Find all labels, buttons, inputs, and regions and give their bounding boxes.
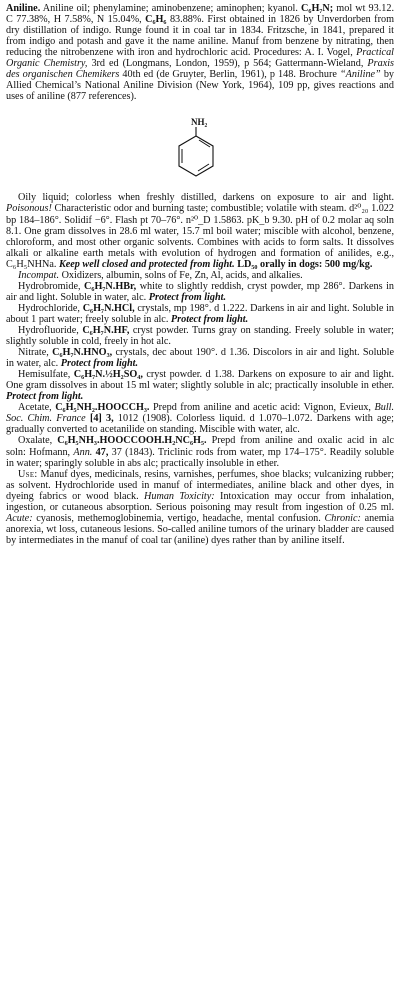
intro-composition: mol wt 93.12. C 77.38%, H 7.58%, N 15.04%, [6,3,395,26]
chronic-label: Chronic: [324,512,361,524]
intro-synonyms: Aniline oil; phenylamine; aminobenzene; aminophen; kyanol. [42,3,298,14]
hydrobromide-name: Hydrobromide, [18,280,81,292]
incompat-label: Incompat. [18,269,60,281]
use-text: Manuf dyes, medicinals, resins, varnishes, perfumes, shoe blacks; vulcanizing rubber; as solvent. Hydrochloride used in manuf of intermediates, aniline black and other dyes, in dyeing fabrics or wood black. [6,468,395,502]
oxalate-formula: C₆H₅NH₃.HOOCCOOH.H₂NC₆H₅. [57,435,207,447]
intro-vogel-details: 3rd ed (Longmans, London, 1959), p 564; Gattermann-Wieland, [91,58,364,70]
hemisulfate-desc: cryst powder. d 1.38. Darkens on exposure to air and light. One gram dissolves in about 15 ml water; slightly soluble in alc; practically insoluble in ether. [6,369,394,392]
hemisulfate-entry [6,369,394,402]
nitrate-name: Nitrate, [18,347,49,359]
nitrate-desc: crystals, dec about 190°. d 1.36. Discolors in air and light. Soluble in water, alc. [6,347,394,370]
ref-brochure: “Aniline” [339,69,381,81]
hydrofluoride-desc: cryst powder. Turns gray on standing. Freely soluble in water; slightly soluble in cold, freely in hot alc. [6,324,395,348]
hydrobromide-protect: Protect from light. [148,291,227,303]
incompatibilities [6,270,394,281]
hydrobromide-formula: C₆H₇N.HBr, [84,280,137,292]
ref-gattermann: Praxis des organischen Chemikers [6,58,395,81]
properties-text-2: Characteristic odor and burning taste; combustible; volatile with steam. d²⁰₂₀ 1.022 bp 184–186°. Solidif −6°. Flash pt 70–76°. n²⁰_D 1.5863. pK_b 9.30. pH of 0.2 molar aq soln 8.1. One gram dissolves in 28.6 ml water, 15.7 ml boil water; miscible with alcohol, benzene, chloroform, and most other organic solvents. Combines with acids to form salts. It dissolves alkali or alkaline earth metals with evolution of hydrogen and formation of anilides, e.g., C₆H₅NHNa. [6,203,394,270]
acute-text: cyanosis, methemoglobinemia, vertigo, headache, mental confusion. [36,512,321,524]
oxalate-journal: Ann. [73,446,93,458]
acute-label: Acute: [6,512,33,524]
hydrobromide-entry [6,281,394,303]
acetate-formula: C₆H₅NH₂.HOOCCH₃. [55,402,150,414]
oxalate-entry [6,435,394,468]
nitrate-formula: C₆H₇N.HNO₃, [52,347,113,359]
hydrochloride-desc: crystals, mp 198°. d 1.222. Darkens in air and light. Soluble in about 1 part water; freely soluble in alc. [6,302,394,325]
hydrofluoride-formula: C₆H₇N.HF, [82,324,130,336]
ring-hexagon [179,136,213,176]
ld50-value: LD₅₀ orally in dogs: 500 mg/kg. [237,258,373,270]
entry-title: Aniline. [6,3,41,14]
intro-brochure-details: by Allied Chemical’s National Aniline Division (New York, 1964), 109 pp, gives reactions and uses of aniline (877 references). [6,69,395,103]
oxalate-name: Oxalate, [18,435,53,447]
use-label: Use: [18,468,38,480]
hydrochloride-protect: Protect from light. [170,313,249,325]
poisonous-warning: Poisonous! [6,203,52,215]
hemisulfate-protect: Protect from light. [6,391,84,403]
acetate-volume: [4] 3, [89,413,114,425]
acetate-name: Acetate, [18,402,52,414]
intro-gattermann-details: 40th ed (de Gruyter, Berlin, 1961), p 148. Brochure [122,69,337,81]
hemisulfate-formula: C₆H₇N.½H₂SO₄, [73,369,143,381]
chronic-text: anemia anorexia, wt loss, cutaneous lesions. So-called aniline tumors of the urinary bladder are caused by intermediates in the manuf of coal tar (aniline) dyes rather than by aniline itself. [6,512,395,546]
intro-history: 83.88%. First obtained in 1826 by Unverdorben from dry distillation of indigo. Runge found it in coal tar in 1834. Fritzsche, in 1841, prepared it from indigo and potash and gave it the name aniline. Manuf from benzene by nitrating, then reducing the nitrobenzene with iron and hydrochloric acid. Procedures: A. I. Vogel, [6,14,394,59]
ref-vogel: Practical Organic Chemistry, [6,47,395,70]
benzene-ring-structure [158,116,238,178]
hemisulfate-name: Hemisulfate, [18,369,71,381]
storage-warning: Keep well closed and protected from light. [58,258,235,270]
nitrate-protect: Protect from light. [60,358,139,370]
hydrobromide-desc: white to slightly reddish, cryst powder, mp 286°. Darkens in air and light. Soluble in water, alc. [6,280,395,303]
incompat-text: Oxidizers, albumin, solns of Fe, Zn, Al, acids, and alkalies. [61,269,303,281]
toxicity-text: Intoxication may occur from inhalation, ingestion, or cutaneous absorption. Serious poisoning may result from ingestion of 0.25 ml. [6,490,394,513]
entry-intro [6,3,394,102]
acetate-desc-2: 1012 (1908). Colorless liquid. d 1.070–1.072. Darkens with age; gradually converted to acetanilide on standing. Miscible with water, alc. [6,413,395,436]
structure-diagram [6,116,394,178]
nitrate-entry [6,347,394,369]
hydrochloride-entry [6,303,394,325]
formula-c6h6: C₆H₆ [145,14,167,26]
hydrochloride-formula: C₆H₇N.HCl, [82,302,135,314]
hydrofluoride-entry [6,325,394,347]
toxicity-label: Human Toxicity: [144,490,215,502]
use-section [6,469,394,546]
oxalate-desc-1: Prepd from aniline and oxalic acid in alc soln: Hofmann, [6,435,395,458]
nh2-label: NH₂ [191,117,208,128]
hydrochloride-name: Hydrochloride, [18,302,80,314]
acetate-entry [6,402,394,435]
properties-text-1: Oily liquid; colorless when freshly distilled, darkens on exposure to air and light. [18,192,394,204]
oxalate-volume: 47, [95,446,109,458]
physical-properties [6,192,394,269]
molecular-formula: C₆H₇N; [301,3,334,14]
acetate-journal: Bull. Soc. Chim. France [6,402,395,425]
acetate-desc-1: Prepd from aniline and acetic acid: Vignon, Evieux, [153,402,371,414]
oxalate-desc-2: 37 (1843). Triclinic rods from water, mp 174–175°. Readily soluble in water; sparingly soluble in abs alc; practically insoluble in ether. [6,446,395,469]
hydrofluoride-name: Hydrofluoride, [18,324,79,336]
